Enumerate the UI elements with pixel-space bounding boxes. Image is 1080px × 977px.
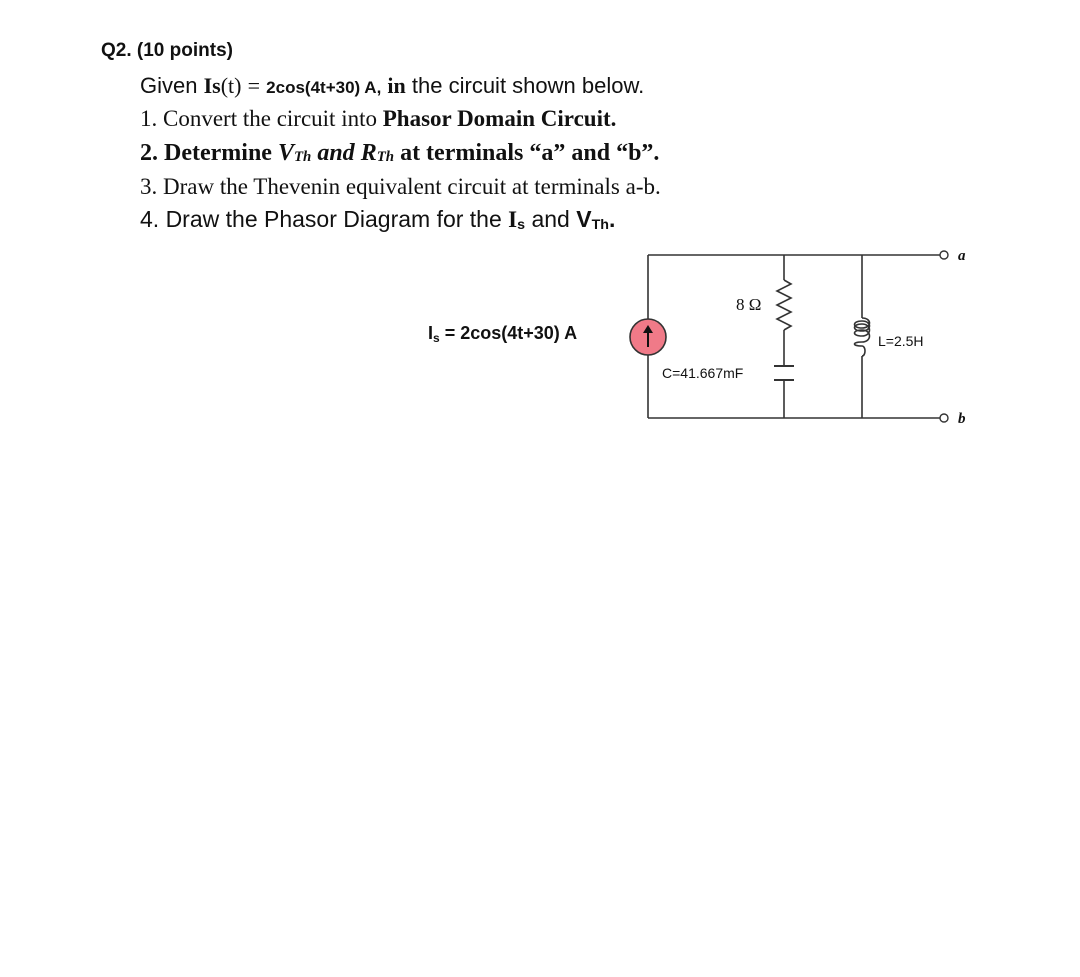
item-4-v: V	[576, 206, 592, 232]
given-equals: =	[247, 73, 261, 98]
terminal-a-node	[940, 251, 948, 259]
inductor-coil	[855, 318, 870, 356]
item-2-and: and	[317, 140, 355, 166]
item-2-v: V	[277, 140, 294, 166]
given-rest: the circuit shown below.	[411, 73, 645, 98]
item-2-lead: 2. Determine	[140, 140, 272, 166]
item-4-text: 4. Draw the Phasor Diagram for the	[140, 206, 502, 232]
given-symbol: Is	[203, 73, 221, 98]
item-4-end: .	[608, 206, 616, 232]
inductor-label: L=2.5H	[878, 333, 924, 349]
item-1-text: 1. Convert the circuit into	[140, 106, 377, 131]
given-in: in	[387, 73, 406, 98]
terminal-b-label: b	[958, 411, 966, 427]
terminal-a-label: a	[958, 248, 966, 264]
source-label	[428, 323, 577, 345]
item-4-and: and	[531, 206, 570, 232]
source-label-sub: s	[433, 331, 440, 345]
item-4-i-sub: s	[517, 217, 526, 234]
resistor-label: 8 Ω	[736, 295, 762, 314]
source-label-i: I	[428, 323, 434, 343]
item-4-v-sub: Th	[591, 217, 609, 234]
capacitor-label: C=41.667mF	[662, 365, 744, 381]
given-arg: (t)	[220, 73, 242, 98]
item-2-rest: at terminals “a” and “b”.	[400, 140, 660, 166]
item-4-i: I	[508, 207, 518, 232]
item-3-text: 3. Draw the Thevenin equivalent circuit at terminals a-b.	[140, 174, 661, 199]
resistor-zigzag	[777, 280, 791, 330]
item-2-r-sub: Th	[376, 148, 395, 165]
item-2-r: R	[360, 140, 377, 166]
source-label-rest: = 2cos(4t+30) A	[444, 323, 578, 343]
given-prefix: Given	[140, 73, 198, 98]
item-2-v-sub: Th	[293, 148, 312, 165]
capacitor-symbol	[774, 366, 794, 380]
terminal-b-node	[940, 414, 948, 422]
item-1-bold: Phasor Domain Circuit.	[382, 106, 617, 131]
question-heading: Q2. (10 points)	[101, 40, 233, 61]
given-expression: 2cos(4t+30) A,	[266, 78, 382, 97]
